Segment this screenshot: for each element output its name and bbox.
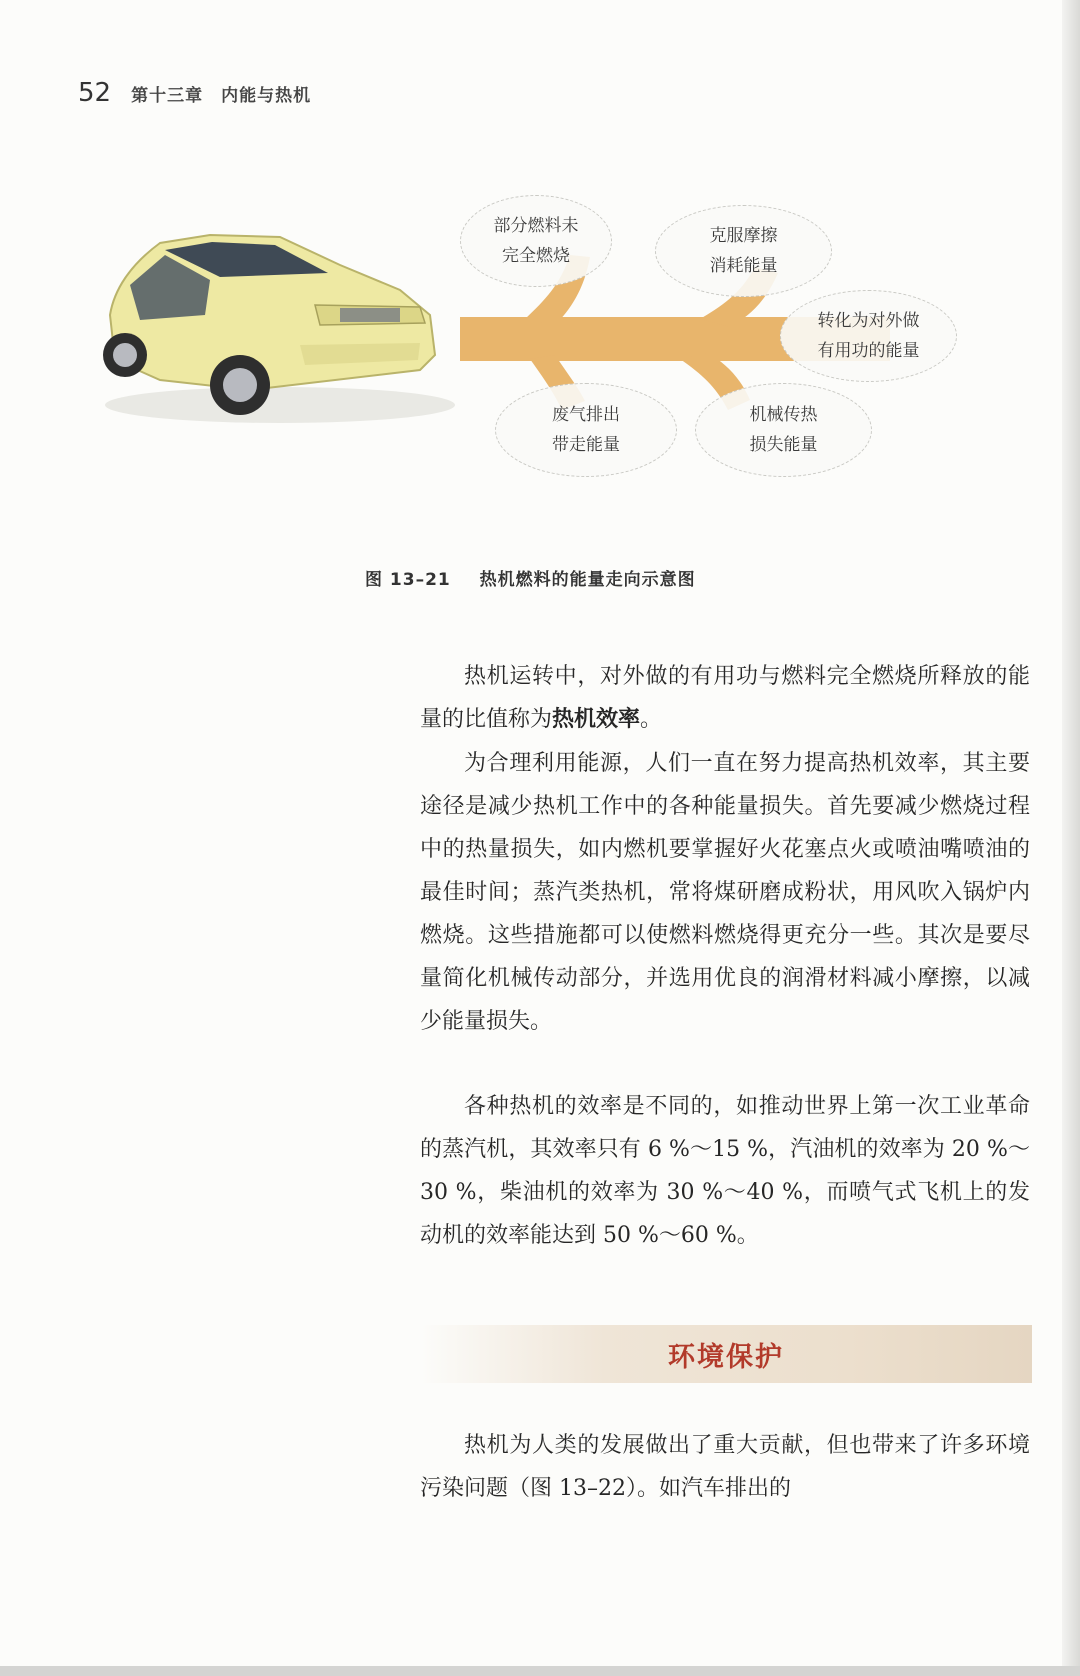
paragraph-improve-efficiency xyxy=(420,742,1030,1043)
paragraph-text: 各种热机的效率是不同的，如推动世界上第一次工业革命的蒸汽机，其效率只有 6 %～15 %，汽油机的效率为 20 %～30 %，柴油机的效率为 30 %～40 %，而喷气式飞机上的发动机的效率能达到 50 %～60 %。 xyxy=(420,1094,1030,1248)
paragraph-engine-efficiencies xyxy=(420,1085,1030,1257)
running-head xyxy=(78,78,311,112)
energy-flow-figure xyxy=(100,195,1020,525)
key-term: 热机效率 xyxy=(552,706,641,732)
bubble-useful-work: 转化为对外做 有用功的能量 xyxy=(780,290,957,382)
bubble-friction-loss: 克服摩擦 消耗能量 xyxy=(655,205,832,297)
page-number: 52 xyxy=(78,78,112,108)
paragraph-text-end: 。 xyxy=(640,707,663,732)
bubble-exhaust-loss: 废气排出 带走能量 xyxy=(495,383,677,477)
paragraph-environment xyxy=(420,1424,1030,1510)
paragraph-text: 热机为人类的发展做出了重大贡献，但也带来了许多环境污染问题（图 13–22）。如汽车排出的 xyxy=(420,1433,1030,1501)
paragraph-text: 热机运转中，对外做的有用功与燃料完全燃烧所释放的能量的比值称为 xyxy=(420,664,1030,732)
figure-caption xyxy=(365,565,696,590)
car-illustration xyxy=(103,235,455,423)
bubble-heat-transfer-loss: 机械传热 损失能量 xyxy=(695,383,872,477)
figure-number: 图 13–21 xyxy=(365,570,451,590)
figure-caption-text: 热机燃料的能量走向示意图 xyxy=(479,570,696,590)
bubble-incomplete-combustion: 部分燃料未 完全燃烧 xyxy=(460,195,612,287)
chapter-title: 第十三章 内能与热机 xyxy=(131,86,312,106)
page-bottom-edge xyxy=(0,1666,1080,1676)
section-title: 环境保护 xyxy=(668,1342,784,1373)
paragraph-efficiency-definition xyxy=(420,655,1030,741)
section-heading-band xyxy=(420,1325,1032,1383)
page-edge-shadow xyxy=(1062,0,1080,1676)
paragraph-text: 为合理利用能源，人们一直在努力提高热机效率，其主要途径是减少热机工作中的各种能量损失。首先要减少燃烧过程中的热量损失，如内燃机要掌握好火花塞点火或喷油嘴喷油的最佳时间；蒸汽类热机，常将煤研磨成粉状，用风吹入锅炉内燃烧。这些措施都可以使燃料燃烧得更充分一些。其次是要尽量简化机械传动部分，并选用优良的润滑材料减小摩擦，以减少能量损失。 xyxy=(420,751,1030,1034)
